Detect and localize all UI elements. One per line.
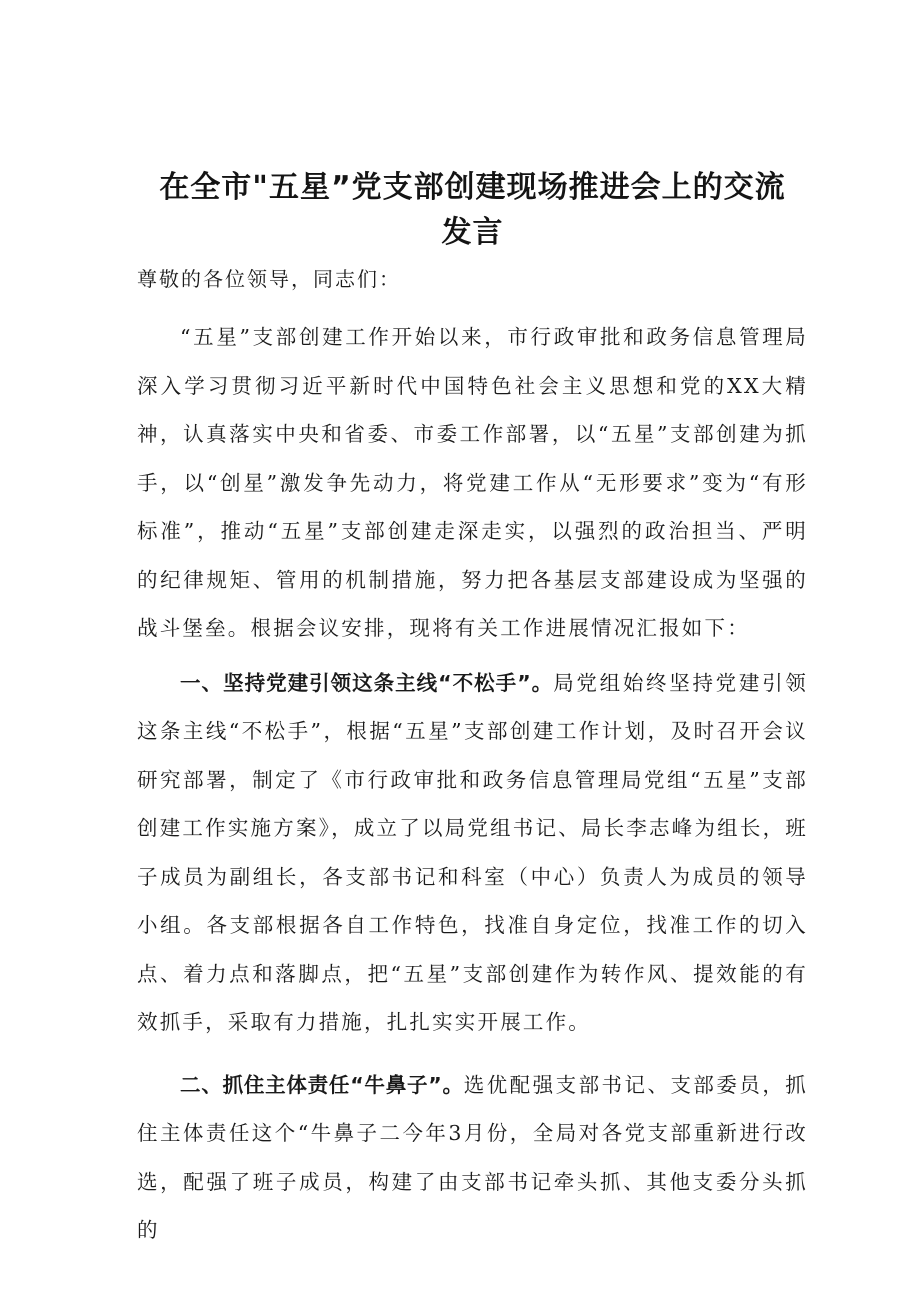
document-title [137,165,808,255]
salutation: 尊敬的各位领导，同志们： [137,267,401,291]
section-2-paragraph [137,1061,808,1255]
title-line-2: 发言 [441,215,504,250]
section-1-paragraph [137,659,808,1047]
section-2-heading: 二、抓住主体责任“牛鼻子”。 [180,1072,464,1097]
section-1-heading: 一、坚持党建引领这条主线“不松手”。 [180,670,554,695]
section-1-body: 局党组始终坚持党建引领这条主线“不松手”，根据“五星”支部创建工作计划，及时召开会议研究部署，制定了《市行政审批和政务信息管理局党组“五星”支部创建工作实施方案》，成立了以局党组书记、局长李志峰为组长，班子成员为副组长，各支部书记和科室（中心）负责人为成员的领导小组。各支部根据各自工作特色，找准自身定位，找准工作的切入点、着力点和落脚点，把“五星”支部创建作为转作风、提效能的有效抓手，采取有力措施，扎扎实实开展工作。 [137,670,808,1034]
section-2-body: 选优配强支部书记、支部委员，抓住主体责任这个“牛鼻子二今年3月份，全局对各党支部重新进行改选，配强了班子成员，构建了由支部书记牵头抓、其他支委分头抓的 [137,1072,808,1242]
title-line-1: 在全市"五星”党支部创建现场推进会上的交流 [159,170,786,205]
intro-paragraph: “五星”支部创建工作开始以来，市行政审批和政务信息管理局深入学习贯彻习近平新时代中国特色社会主义思想和党的XX大精神，认真落实中央和省委、市委工作部署，以“五星”支部创建为抓手，以“创星”激发争先动力，将党建工作从“无形要求”变为“有形标准”，推动“五星”支部创建走深走实，以强烈的政治担当、严明的纪律规矩、管用的机制措施，努力把各基层支部建设成为坚强的战斗堡垒。根据会议安排，现将有关工作进展情况汇报如下： [137,325,808,640]
